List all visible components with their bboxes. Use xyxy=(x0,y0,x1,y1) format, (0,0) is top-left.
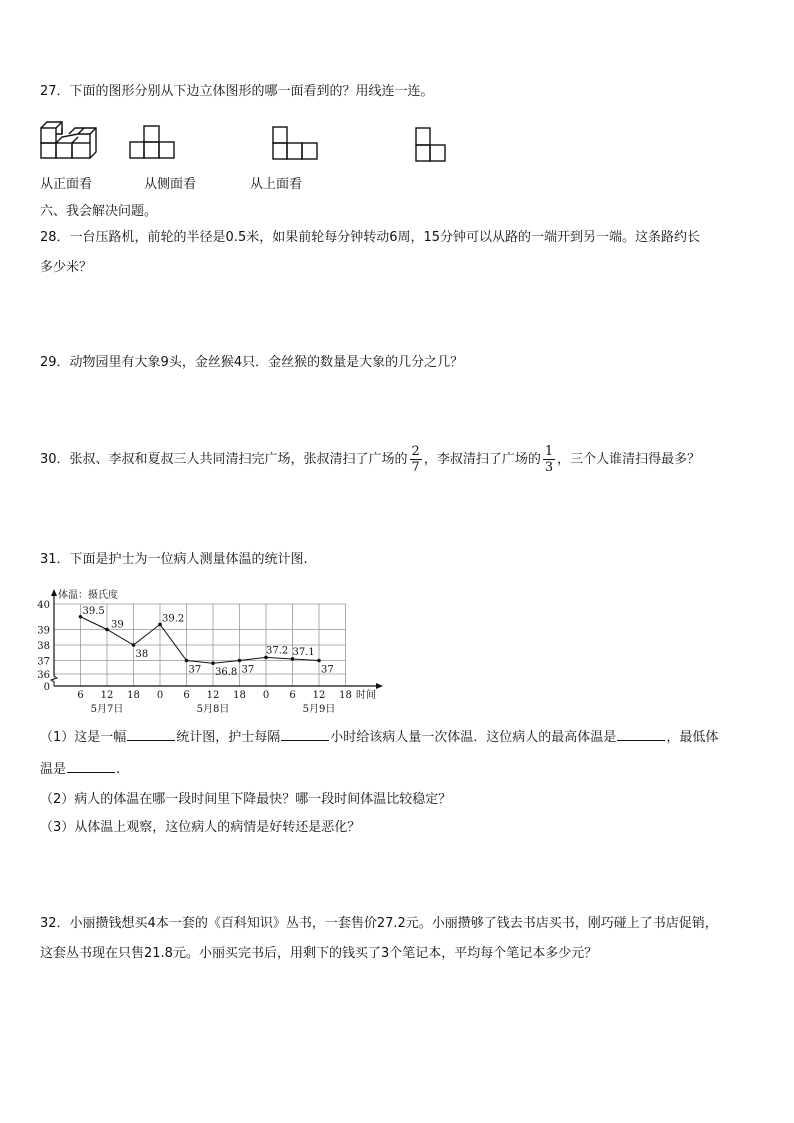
y-tick-label: 39 xyxy=(37,625,50,637)
view-figure-3 xyxy=(414,126,450,168)
x-tick-label: 6 xyxy=(183,690,190,701)
q30-part3: ，三个人谁清扫得最多？ xyxy=(557,452,701,467)
data-point xyxy=(132,643,136,647)
answer-blank-chart-type[interactable] xyxy=(127,728,175,741)
data-label: 38 xyxy=(135,649,149,660)
y-tick-label: 37 xyxy=(37,656,50,668)
q29-text: 29．动物园里有大象9头，金丝猴4只．金丝猴的数量是大象的几分之几？ xyxy=(40,355,464,370)
answer-blank-interval[interactable] xyxy=(281,728,329,741)
view-label-front: 从正面看 xyxy=(40,177,93,192)
data-point xyxy=(211,661,215,665)
q28-line2: 多少米？ xyxy=(40,260,93,275)
view-figure-1 xyxy=(128,124,178,164)
data-label: 39.5 xyxy=(82,605,105,617)
section-heading: 六、我会解决问题。 xyxy=(40,204,158,219)
day-label: 5月7日 xyxy=(90,704,124,715)
q31-sub1-line1: （1）这是一幅 统计图，护士每隔 小时给该病人量一次体温．这位病人的最高体温是 ，最低体 xyxy=(40,730,719,745)
data-label: 37 xyxy=(188,664,202,676)
y-axis-arrow xyxy=(51,589,57,596)
data-point xyxy=(238,659,242,663)
answer-blank-max-temp[interactable] xyxy=(617,728,665,741)
data-point xyxy=(185,659,189,663)
x-tick-label: 12 xyxy=(312,690,326,701)
y-tick-label: 36 xyxy=(37,670,50,681)
view-figure-2 xyxy=(271,125,321,165)
day-label: 5月8日 xyxy=(196,704,230,715)
x-tick-label: 0 xyxy=(262,690,270,701)
x-tick-label: 18 xyxy=(233,690,246,701)
q27-text: 27．下面的图形分别从下边立体图形的哪一面看到的？用线连一连。 xyxy=(40,84,434,99)
x-tick-label: 6 xyxy=(77,690,84,701)
view-label-side: 从侧面看 xyxy=(144,177,197,192)
data-label: 37.2 xyxy=(266,645,289,657)
temperature-line-chart xyxy=(30,586,390,720)
y-tick-label: 38 xyxy=(37,641,50,652)
y-axis-label: 体温：摄氏度 xyxy=(58,590,118,601)
x-axis-arrow xyxy=(376,683,383,689)
q31-title: 31．下面是护士为一位病人测量体温的统计图. xyxy=(40,552,308,567)
y-tick-label: 0 xyxy=(43,682,50,693)
q31-sub1-line2: 温是 . xyxy=(40,762,121,777)
x-tick-label: 18 xyxy=(339,690,352,701)
q30-fraction-2: $\frac{1}{3}$ xyxy=(544,444,554,475)
y-tick-label: 40 xyxy=(37,600,50,611)
data-point xyxy=(105,628,109,632)
day-label: 5月9日 xyxy=(302,704,336,715)
data-label: 39 xyxy=(111,619,124,631)
data-label: 37.1 xyxy=(292,646,315,658)
data-label: 37 xyxy=(241,664,255,676)
x-tick-label: 0 xyxy=(156,690,164,701)
q30-fraction-1: $\frac{2}{7}$ xyxy=(411,444,420,475)
answer-blank-min-temp[interactable] xyxy=(67,760,115,773)
q32-line1: 32．小丽攒钱想买4本一套的《百科知识》丛书，一套售价27.2元。小丽攒够了钱去书店买书，刚巧碰上了书店促销， xyxy=(40,916,718,931)
q30-text xyxy=(40,444,700,475)
solid-figure-3d xyxy=(38,118,102,164)
data-point xyxy=(317,659,321,663)
q28-line1: 28．一台压路机，前轮的半径是0.5米，如果前轮每分钟转动6周，15分钟可以从路的一端开到另一端。这条路约长 xyxy=(40,230,701,245)
data-label: 36.8 xyxy=(215,667,238,679)
q32-line2: 这套丛书现在只售21.8元。小丽买完书后，用剩下的钱买了3个笔记本，平均每个笔记本多少元？ xyxy=(40,946,598,961)
view-label-top: 从上面看 xyxy=(250,177,303,192)
q31-sub3: （3）从体温上观察，这位病人的病情是好转还是恶化？ xyxy=(40,820,361,835)
x-tick-label: 12 xyxy=(206,690,220,701)
x-tick-label: 18 xyxy=(127,690,140,701)
data-label: 37 xyxy=(321,664,334,676)
q30-part1: 30．张叔、李叔和夏叔三人共同清扫完广场，张叔清扫了广场的 xyxy=(40,452,408,467)
x-axis-label: 时间 xyxy=(356,690,376,701)
x-tick-label: 12 xyxy=(100,690,114,701)
x-tick-label: 6 xyxy=(289,690,296,701)
data-label: 39.2 xyxy=(162,613,185,625)
q30-part2: ，李叔清扫了广场的 xyxy=(423,452,541,467)
q31-sub2: （2）病人的体温在哪一段时间里下降最快？哪一段时间体温比较稳定？ xyxy=(40,792,452,807)
